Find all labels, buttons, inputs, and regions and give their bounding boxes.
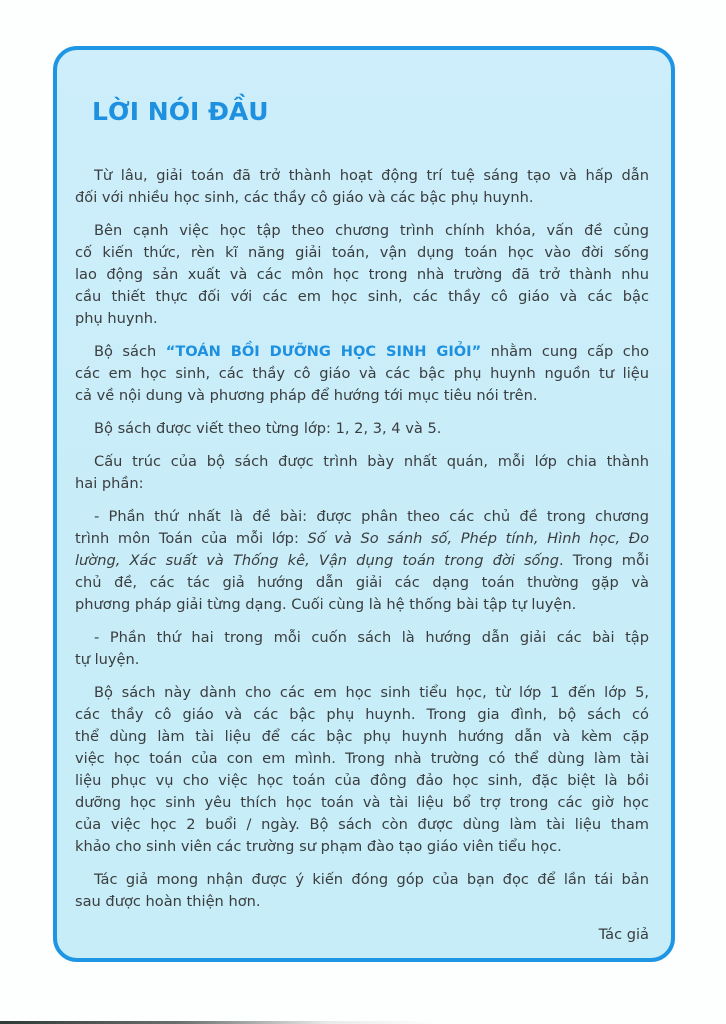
paragraph-audience bbox=[75, 682, 649, 858]
text-line: cầu thiết thực đối với các em học sinh, các thầy cô giáo và các bậc bbox=[75, 288, 649, 305]
preface-body bbox=[75, 165, 649, 946]
text-line: việc học toán của con em mình. Trong nhà trường có thể dùng làm tài bbox=[75, 750, 649, 767]
text-line: Cấu trúc của bộ sách được trình bày nhất quán, mỗi lớp chia thành bbox=[94, 453, 649, 470]
paragraph-part-two bbox=[75, 627, 649, 671]
text-line: liệu phục vụ cho việc học toán của đông đảo học sinh, đặc biệt là bồi bbox=[75, 772, 649, 789]
text-line: dưỡng học sinh yêu thích học toán và tài liệu bổ trợ trong các giờ học bbox=[75, 794, 649, 811]
paragraph-structure bbox=[75, 451, 649, 495]
series-title: “TOÁN BỒI DƯỠNG HỌC SINH GIỎI” bbox=[165, 343, 482, 360]
series-intro-suffix: nhằm cung cấp cho bbox=[481, 343, 649, 360]
text-line bbox=[75, 528, 649, 550]
paragraph-series-purpose bbox=[75, 341, 649, 407]
text-line: các em học sinh, các thầy cô giáo và các bậc phụ huynh nguồn tư liệu bbox=[75, 365, 649, 382]
text-line bbox=[75, 550, 649, 572]
text-line: Bộ sách được viết theo từng lớp: 1, 2, 3, 4 và 5. bbox=[94, 420, 442, 437]
text-line: phụ huynh. bbox=[75, 310, 158, 327]
text-line: Bên cạnh việc học tập theo chương trình chính khóa, vấn đề củng bbox=[94, 222, 649, 239]
paragraph-intro bbox=[75, 165, 649, 209]
paragraph-grades bbox=[75, 418, 649, 440]
page-title: LỜI NÓI ĐẦU bbox=[92, 97, 269, 126]
text-line: của việc học 2 buổi / ngày. Bộ sách còn được dùng làm tài liệu tham bbox=[75, 816, 649, 833]
topics-italic: Số và So sánh số, Phép tính, Hình học, Đo bbox=[307, 530, 649, 547]
text-line: cả về nội dung và phương pháp để hướng tới mục tiêu nói trên. bbox=[75, 387, 538, 404]
text-line bbox=[75, 341, 649, 363]
text-line: Bộ sách này dành cho các em học sinh tiểu học, từ lớp 1 đến lớp 5, bbox=[94, 684, 649, 701]
text-line: Tác giả mong nhận được ý kiến đóng góp của bạn đọc để lần tái bản bbox=[94, 871, 649, 888]
text-line: - Phần thứ hai trong mỗi cuốn sách là hướng dẫn giải các bài tập bbox=[94, 629, 649, 646]
text-line: Từ lâu, giải toán đã trở thành hoạt động trí tuệ sáng tạo và hấp dẫn bbox=[94, 167, 649, 184]
series-intro-text: Bộ sách bbox=[94, 343, 166, 360]
text-line: lao động sản xuất và các môn học trong nhà trường đã trở thành nhu bbox=[75, 266, 649, 283]
author-signature: Tác giả bbox=[598, 926, 649, 943]
text-plain: trình môn Toán của mỗi lớp: bbox=[75, 530, 308, 547]
text-line: hai phần: bbox=[75, 475, 144, 492]
topics-italic: lường, Xác suất và Thống kê, Vận dụng toán trong đời sống bbox=[75, 552, 560, 569]
text-line: chủ đề, các tác giả hướng dẫn giải các dạng toán thường gặp và bbox=[75, 574, 649, 591]
text-line: phương pháp giải từng dạng. Cuối cùng là hệ thống bài tập tự luyện. bbox=[75, 596, 577, 613]
paragraph-part-one bbox=[75, 506, 649, 616]
text-line: khảo cho sinh viên các trường sư phạm đào tạo giáo viên tiểu học. bbox=[75, 838, 562, 855]
text-line: tự luyện. bbox=[75, 651, 140, 668]
text-line: cố kiến thức, rèn kĩ năng giải toán, vận dụng toán học vào đời sống bbox=[75, 244, 649, 261]
text-line: các thầy cô giáo và các bậc phụ huynh. Trong gia đình, bộ sách có bbox=[75, 706, 649, 723]
paragraph-context bbox=[75, 220, 649, 330]
paragraph-feedback bbox=[75, 869, 649, 913]
text-plain: . Trong mỗi bbox=[559, 552, 649, 569]
text-line: - Phần thứ nhất là đề bài: được phân theo các chủ đề trong chương bbox=[94, 508, 649, 525]
text-line: sau được hoàn thiện hơn. bbox=[75, 893, 261, 910]
text-line: thể dùng làm tài liệu để các bậc phụ huynh hướng dẫn và kèm cặp bbox=[75, 728, 649, 745]
text-line: đối với nhiều học sinh, các thầy cô giáo và các bậc phụ huynh. bbox=[75, 189, 534, 206]
